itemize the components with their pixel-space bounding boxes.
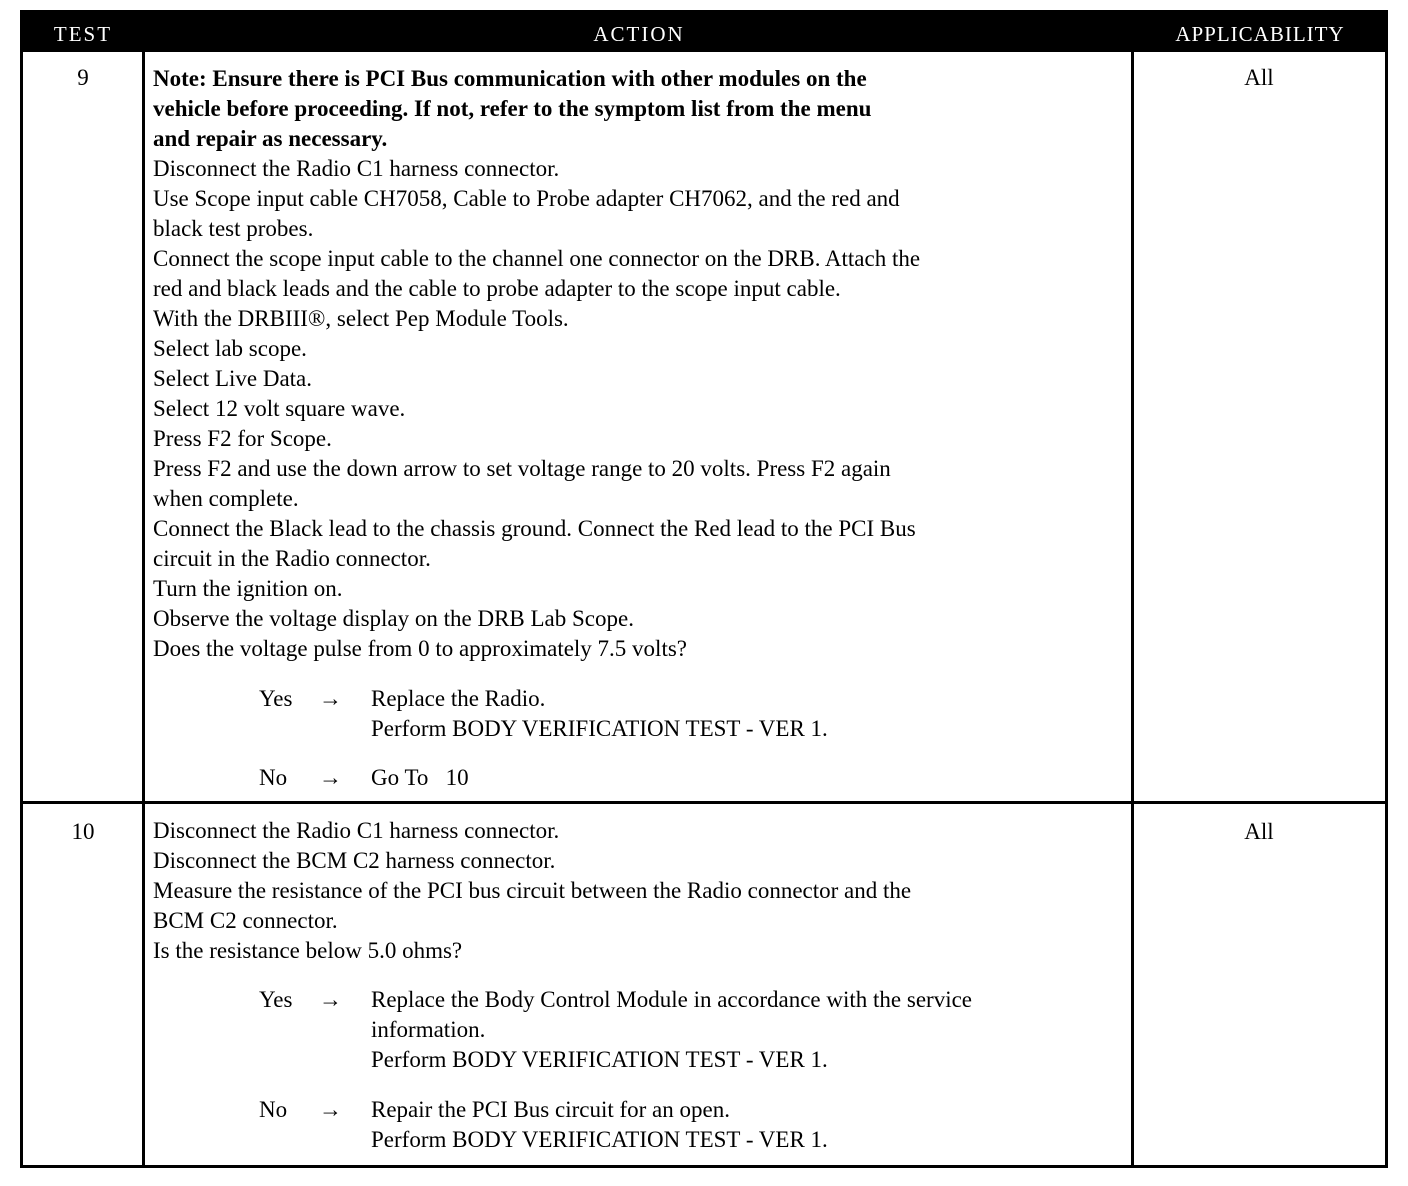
answer-label: Yes bbox=[259, 987, 293, 1012]
header-action: ACTION bbox=[593, 22, 685, 46]
table-header bbox=[23, 13, 1385, 52]
action-line: when complete. bbox=[153, 486, 299, 511]
note-line: and repair as necessary. bbox=[153, 126, 388, 151]
row-divider bbox=[23, 801, 1385, 804]
answer-yes bbox=[259, 985, 1119, 1075]
action-line: With the DRBIII®, select Pep Module Tools. bbox=[153, 306, 569, 331]
arrow-right-icon: → bbox=[319, 987, 342, 1012]
action-line: Select lab scope. bbox=[153, 336, 307, 361]
answer-line: Repair the PCI Bus circuit for an open. bbox=[371, 1097, 730, 1122]
answer-line: Go To 10 bbox=[371, 765, 469, 790]
action-line: Turn the ignition on. bbox=[153, 576, 343, 601]
action-line: Measure the resistance of the PCI bus circuit between the Radio connector and the bbox=[153, 878, 912, 903]
arrow-right-icon: → bbox=[319, 1097, 342, 1122]
action-line: Connect the Black lead to the chassis ground. Connect the Red lead to the PCI Bus bbox=[153, 516, 916, 541]
column-divider bbox=[142, 52, 145, 1168]
action-line: circuit in the Radio connector. bbox=[153, 546, 431, 571]
answer-no bbox=[259, 1095, 1119, 1155]
action-line: Does the voltage pulse from 0 to approximately 7.5 volts? bbox=[153, 636, 687, 661]
answer-no bbox=[259, 763, 1119, 793]
note-line: vehicle before proceeding. If not, refer to the symptom list from the menu bbox=[153, 96, 872, 121]
applicability-value: All bbox=[1244, 819, 1274, 844]
action-text bbox=[153, 816, 911, 966]
arrow-right-icon: → bbox=[319, 765, 342, 790]
column-divider bbox=[1131, 52, 1134, 1168]
action-line: BCM C2 connector. bbox=[153, 908, 338, 933]
answer-line: Perform BODY VERIFICATION TEST - VER 1. bbox=[371, 1047, 828, 1072]
answer-yes bbox=[259, 684, 1119, 744]
action-text bbox=[153, 64, 920, 664]
action-line: black test probes. bbox=[153, 216, 314, 241]
action-line: Use Scope input cable CH7058, Cable to Probe adapter CH7062, and the red and bbox=[153, 186, 900, 211]
answer-line: Perform BODY VERIFICATION TEST - VER 1. bbox=[371, 716, 828, 741]
answer-label: No bbox=[259, 765, 288, 790]
header-applicability: APPLICABILITY bbox=[1175, 22, 1345, 46]
diagnostic-table bbox=[20, 10, 1388, 1168]
answer-line: Replace the Body Control Module in accordance with the service bbox=[371, 987, 972, 1012]
action-line: Disconnect the BCM C2 harness connector. bbox=[153, 848, 556, 873]
applicability-value: All bbox=[1244, 65, 1274, 90]
answer-label: No bbox=[259, 1097, 288, 1122]
answer-label: Yes bbox=[259, 686, 293, 711]
action-line: Disconnect the Radio C1 harness connector. bbox=[153, 818, 560, 843]
note-line: Note: Ensure there is PCI Bus communication with other modules on the bbox=[153, 66, 867, 91]
action-line: Press F2 for Scope. bbox=[153, 426, 332, 451]
action-line: Connect the scope input cable to the channel one connector on the DRB. Attach the bbox=[153, 246, 921, 271]
answer-line: Perform BODY VERIFICATION TEST - VER 1. bbox=[371, 1127, 828, 1152]
answer-line: information. bbox=[371, 1017, 486, 1042]
action-line: Select Live Data. bbox=[153, 366, 313, 391]
action-line: Press F2 and use the down arrow to set voltage range to 20 volts. Press F2 again bbox=[153, 456, 891, 481]
action-line: red and black leads and the cable to probe adapter to the scope input cable. bbox=[153, 276, 841, 301]
answer-line: Replace the Radio. bbox=[371, 686, 546, 711]
action-line: Select 12 volt square wave. bbox=[153, 396, 406, 421]
header-test: TEST bbox=[53, 22, 113, 46]
test-number: 9 bbox=[77, 65, 89, 90]
action-line: Observe the voltage display on the DRB Lab Scope. bbox=[153, 606, 634, 631]
action-line: Is the resistance below 5.0 ohms? bbox=[153, 938, 463, 963]
action-line: Disconnect the Radio C1 harness connector. bbox=[153, 156, 560, 181]
test-number: 10 bbox=[71, 819, 95, 844]
arrow-right-icon: → bbox=[319, 686, 342, 711]
